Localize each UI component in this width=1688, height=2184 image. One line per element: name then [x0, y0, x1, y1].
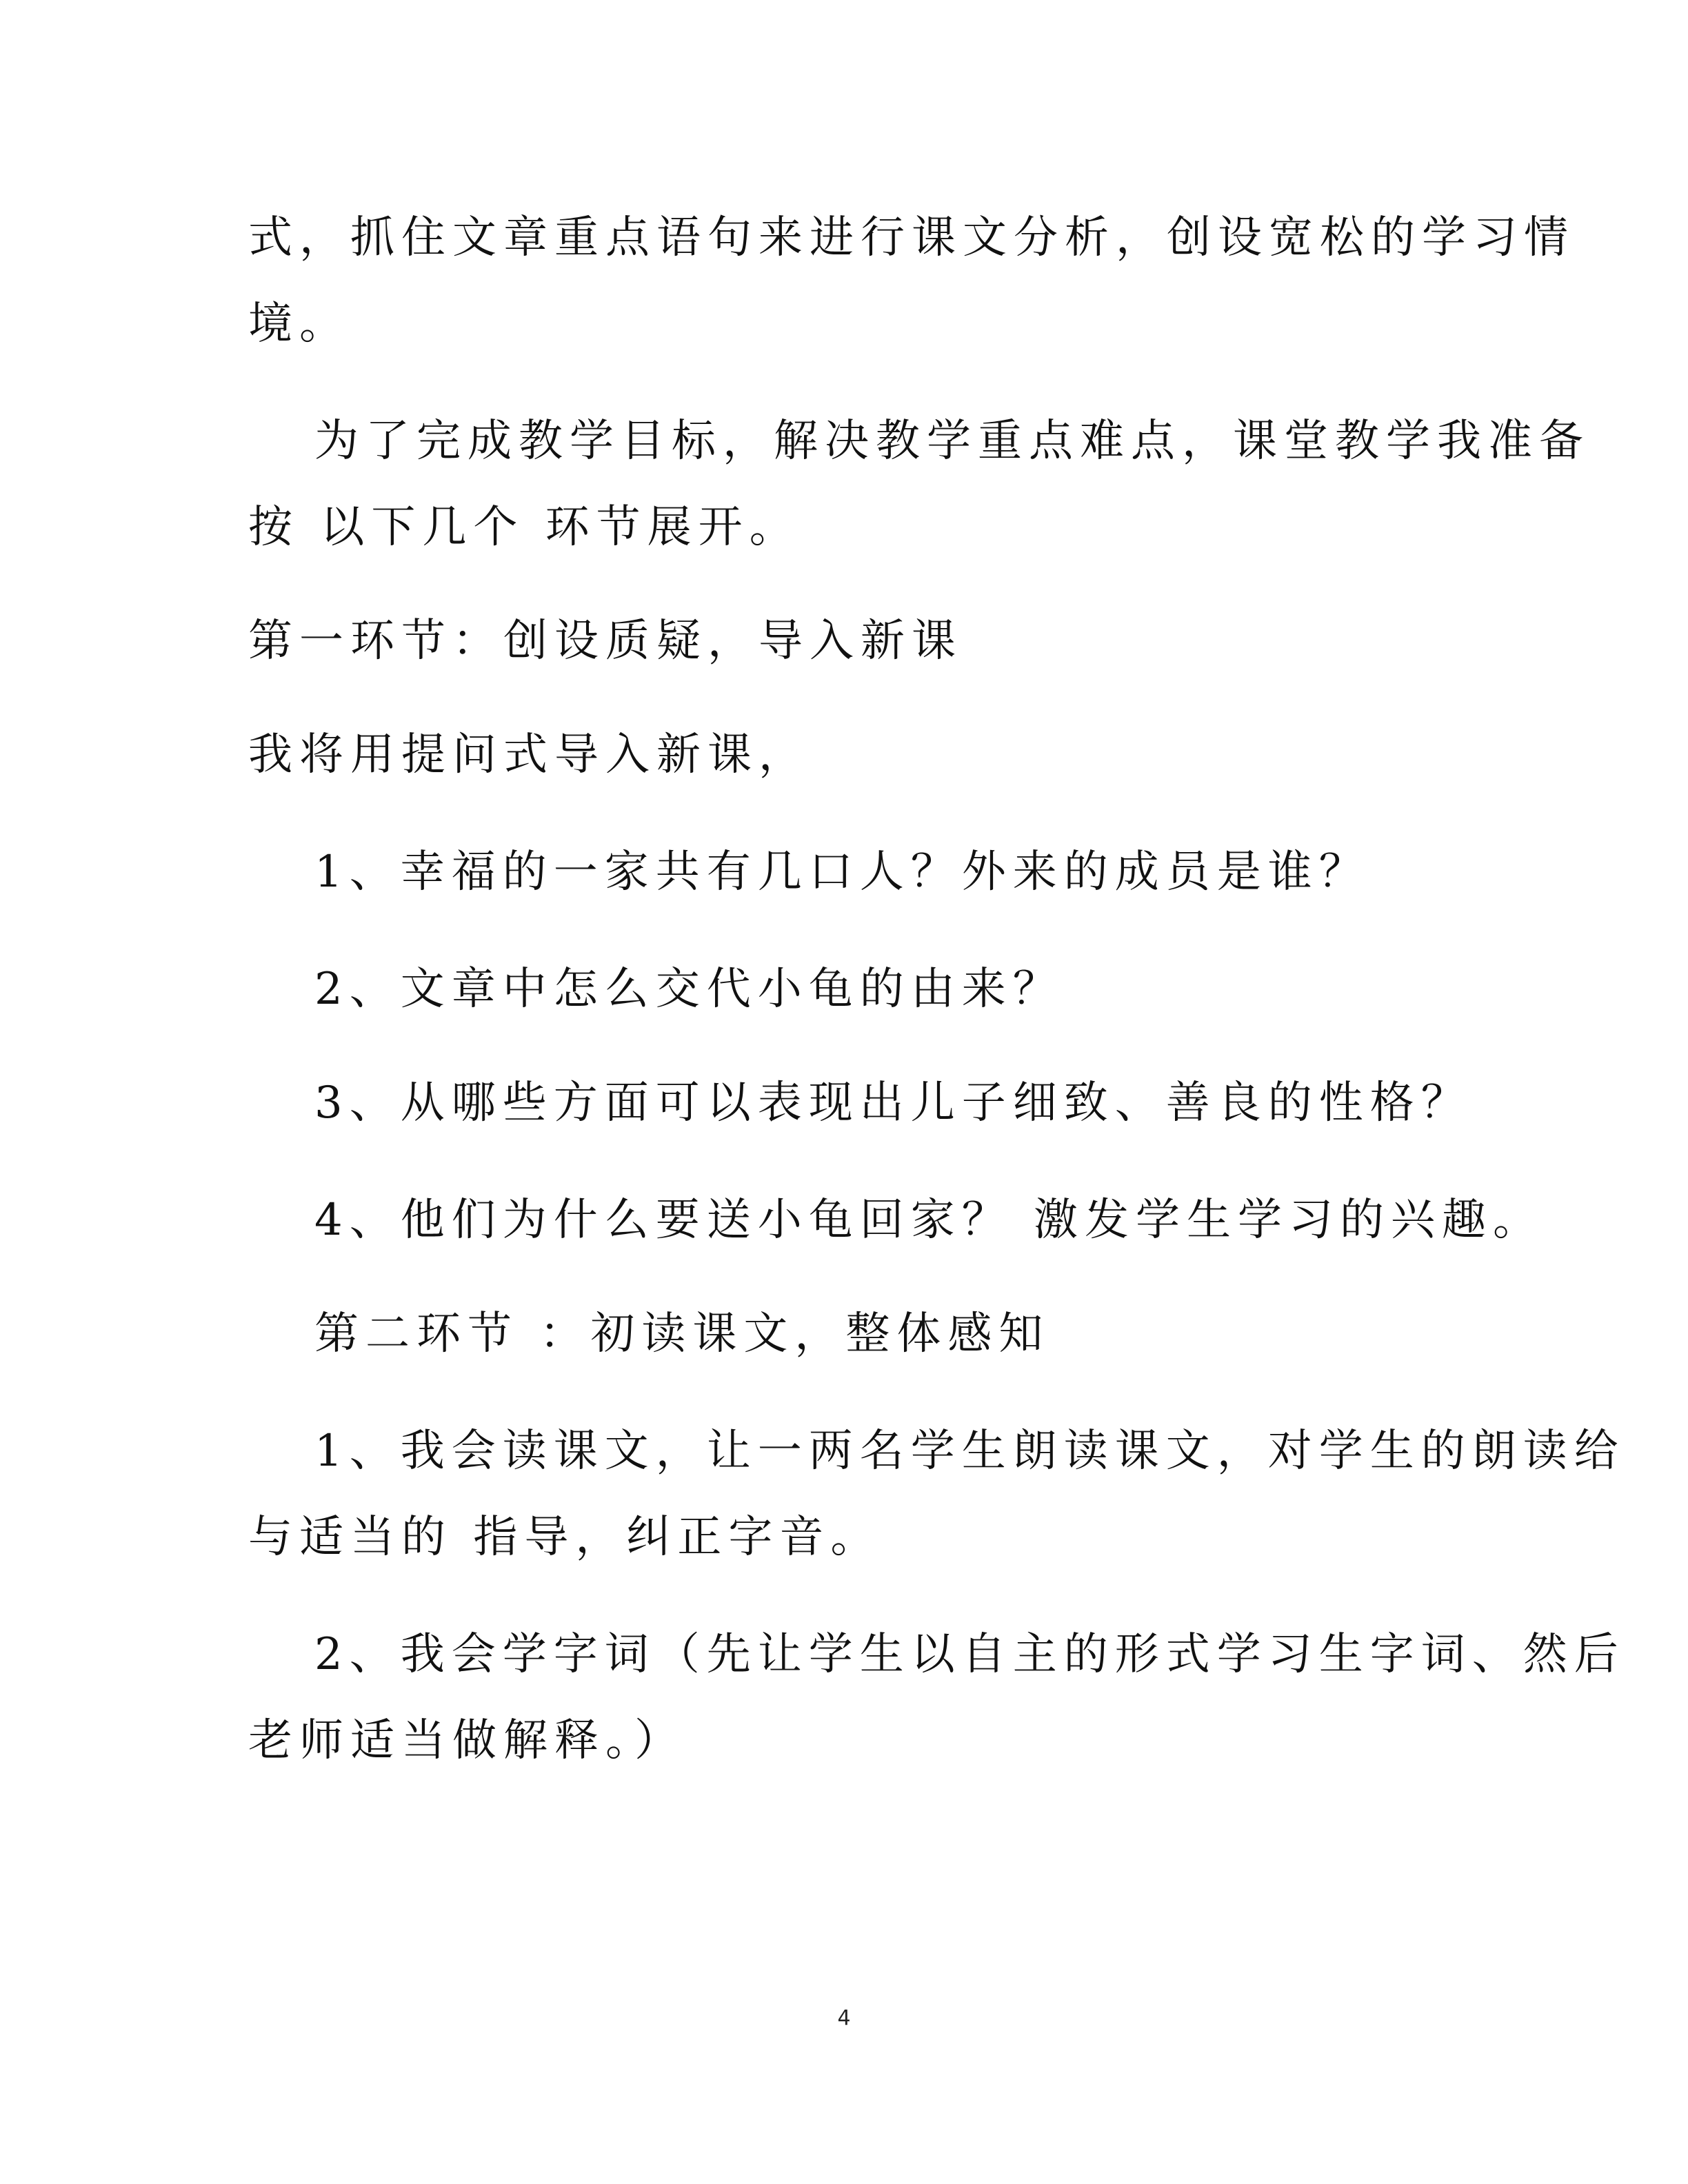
- text-line: 老师适当做解释。）: [248, 1715, 685, 1766]
- text-line: 与适当的 指导，纠正字音。: [248, 1512, 882, 1563]
- question-item: 4、他们为什么要送小龟回家？ 激发学生学习的兴趣。: [314, 1195, 1545, 1246]
- section-heading: 第一环节：创设质疑，导入新课: [248, 616, 963, 667]
- text-line: 按 以下几个 环节展开。: [248, 502, 801, 553]
- section-heading: 第二环节 ：初读课文，整体感知: [314, 1308, 1050, 1359]
- text-line: 1、我会读课文，让一两名学生朗读课文，对学生的朗读给: [314, 1426, 1625, 1477]
- question-item: 1、幸福的一家共有几口人？外来的成员是谁？: [314, 847, 1370, 898]
- text-line: 为了完成教学目标，解决教学重点难点，课堂教学我准备: [314, 416, 1590, 467]
- question-item: 3、从哪些方面可以表现出儿子细致、善良的性格？: [314, 1078, 1472, 1129]
- question-item: 2、文章中怎么交代小龟的由来？: [314, 964, 1064, 1015]
- text-line: 境。: [248, 299, 350, 350]
- text-line: 我将用提问式导入新课，: [248, 729, 810, 780]
- page-number: 4: [837, 2006, 851, 2030]
- text-line: 2、我会学字词（先让学生以自主的形式学习生字词、然后: [314, 1629, 1625, 1680]
- text-line: 式，抓住文章重点语句来进行课文分析，创设宽松的学习情: [248, 212, 1575, 263]
